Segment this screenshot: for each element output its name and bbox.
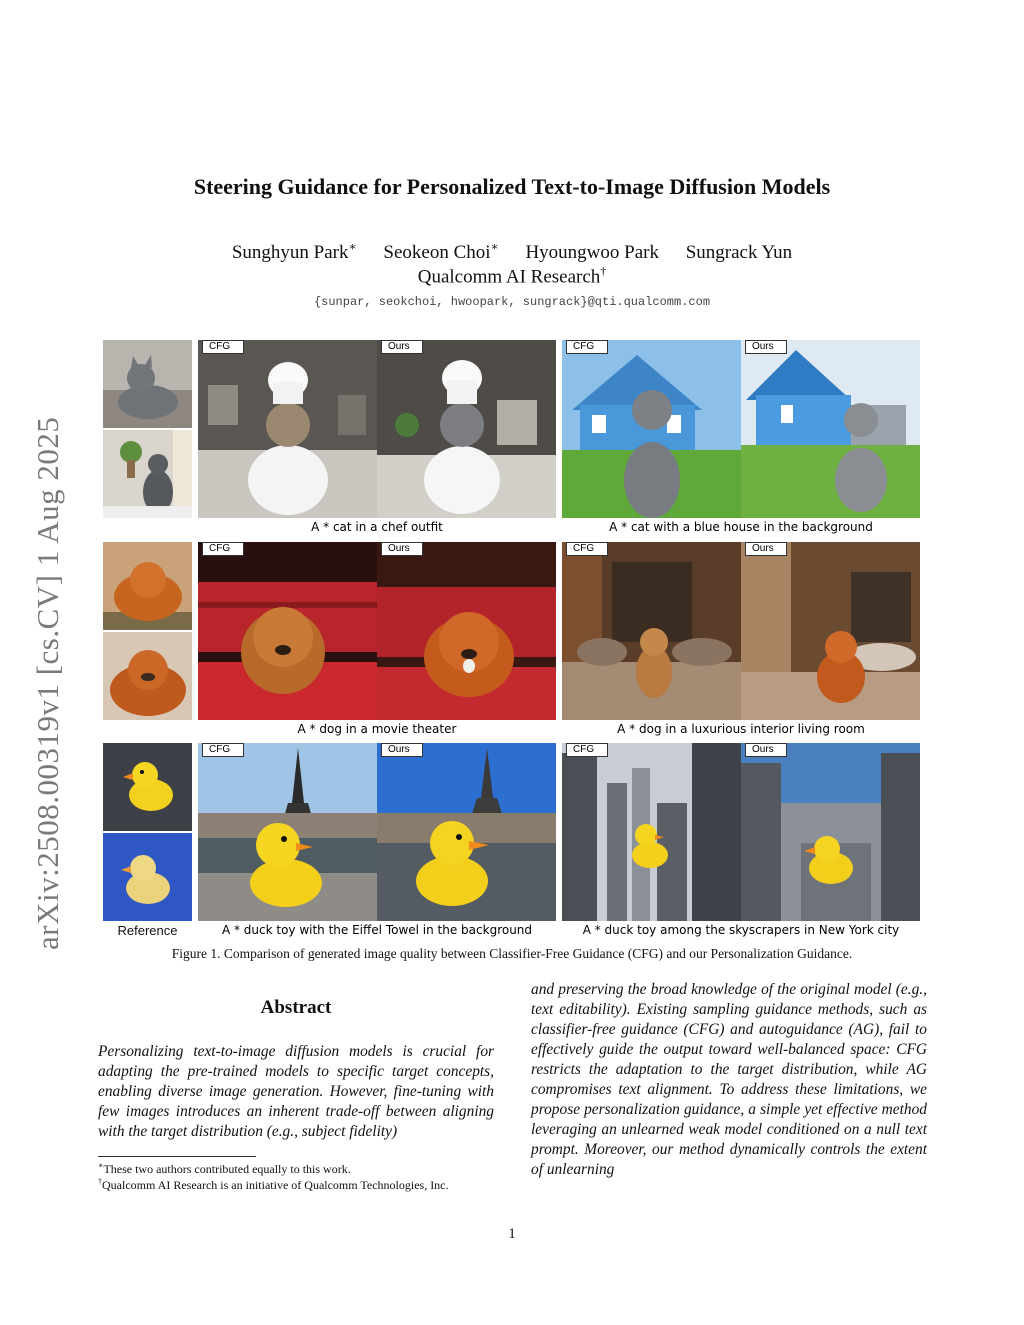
page-number: 1 — [508, 1226, 516, 1242]
author-list — [0, 240, 1024, 264]
image-caption: A * duck toy among the skyscrapers in New York city — [582, 923, 900, 937]
image-caption: A * dog in a luxurious interior living room — [617, 722, 865, 736]
arxiv-identifier: arXiv:2508.00319v1 [cs.CV] 1 Aug 2025 — [30, 416, 65, 950]
label-cfg: CFG — [202, 542, 244, 556]
author: Seokeon Choi∗ — [383, 240, 499, 264]
label-ours: Ours — [745, 542, 787, 556]
generated-image-ours — [377, 743, 556, 921]
abstract-text-right: and preserving the broad knowledge of the original model (e.g., text editability). Existing sampling guidance methods, such as classifier-free guidance (CFG) and autoguidance (AG), fail to effectively guide the output toward well-balanced space: CFG restricts the adaptation to the target distribution, while AG compromises text alignment. To address these limitations, we propose personalization guidance, a simple yet effective method leveraging an unlearned weak model conditioned on a null text prompt. Moreover, our method dynamically controls the extent of unlearning — [531, 981, 927, 1178]
footnote: ∗These two authors contributed equally to this work. — [98, 1161, 351, 1176]
footnote-rule — [98, 1156, 256, 1157]
reference-photo — [103, 632, 192, 720]
label-cfg: CFG — [202, 743, 244, 757]
image-caption: A * dog in a movie theater — [297, 722, 457, 736]
figure-caption: Figure 1. Comparison of generated image quality between Classifier-Free Guidance (CFG) and our Personalization Guidance. — [171, 946, 853, 961]
reference-photo — [103, 340, 192, 428]
generated-image-cfg — [562, 542, 741, 720]
image-caption: A * duck toy with the Eiffel Towel in the background — [221, 923, 533, 937]
footnote: †Qualcomm AI Research is an initiative of Qualcomm Technologies, Inc. — [98, 1177, 449, 1192]
generated-image-cfg — [198, 340, 377, 518]
label-ours: Ours — [745, 743, 787, 757]
generated-image-ours — [377, 542, 556, 720]
abstract-text-left: Personalizing text-to-image diffusion models is crucial for adapting the pre-trained models to specific target concepts, enabling diverse image generation. However, fine-tuning with few images introduces an inherent trade-off between aligning with the target distribution (e.g., subject fidelity) — [98, 1043, 494, 1140]
reference-images-dog — [103, 542, 192, 720]
reference-images-duck — [103, 743, 192, 921]
generated-image-ours — [377, 340, 556, 518]
generated-image-ours — [741, 340, 920, 518]
author: Hyoungwoo Park — [525, 242, 659, 264]
label-ours: Ours — [745, 340, 787, 354]
generated-image-ours — [741, 542, 920, 720]
author: Sunghyun Park∗ — [231, 240, 357, 264]
paper-title: Steering Guidance for Personalized Text-to-Image Diffusion Models — [193, 174, 831, 199]
generated-image-cfg — [562, 743, 741, 921]
image-caption: A * cat in a chef outfit — [311, 520, 443, 534]
affiliation: Qualcomm AI Research† — [417, 264, 607, 288]
label-ours: Ours — [381, 743, 423, 757]
author-emails: {sunpar, seokchoi, hwoopark, sungrack}@qti.qualcomm.com — [313, 295, 711, 309]
reference-photo — [103, 743, 192, 831]
generated-image-cfg — [198, 743, 377, 921]
label-cfg: CFG — [566, 340, 608, 354]
reference-photo — [103, 833, 192, 921]
author: Sungrack Yun — [685, 242, 793, 264]
reference-label: Reference — [117, 923, 178, 938]
image-caption: A * cat with a blue house in the background — [609, 520, 873, 534]
reference-images-cat — [103, 340, 192, 518]
label-ours: Ours — [381, 340, 423, 354]
reference-photo — [103, 430, 192, 518]
generated-image-ours — [741, 743, 920, 921]
label-cfg: CFG — [202, 340, 244, 354]
label-cfg: CFG — [566, 743, 608, 757]
label-cfg: CFG — [566, 542, 608, 556]
generated-image-cfg — [198, 542, 377, 720]
label-ours: Ours — [381, 542, 423, 556]
generated-image-cfg — [562, 340, 741, 518]
reference-photo — [103, 542, 192, 630]
abstract-heading: Abstract — [260, 997, 332, 1018]
